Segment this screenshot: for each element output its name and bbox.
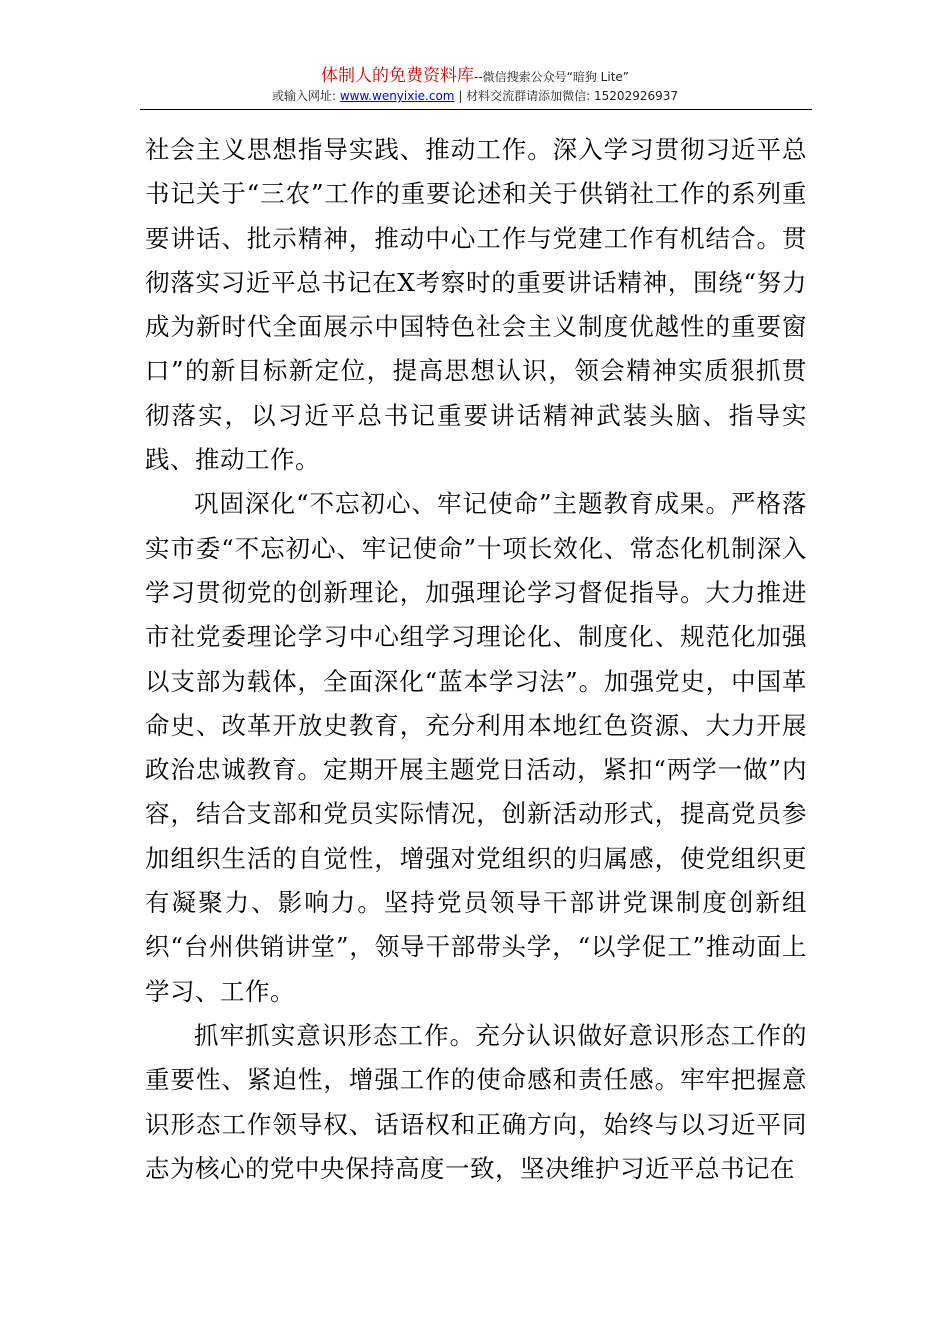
header-title-line (0, 66, 950, 87)
header-divider (140, 109, 812, 110)
header-contact: 材料交流群请添加微信: 15202926937 (466, 89, 679, 103)
site-url-link[interactable]: www.wenyixie.com (339, 89, 455, 103)
paragraph: 巩固深化“不忘初心、牢记使命”主题教育成果。严格落实市委“不忘初心、牢记使命”十项长效化、常态化机制深入学习贯彻党的创新理论，加强理论学习督促指导。大力推进市社党委理论学习中心组学习理论化、制度化、规范化加强以支部为载体，全面深化“蓝本学习法”。加强党史，中国革命史、改革开放史教育，充分利用本地红色资源、大力开展政治忠诚教育。定期开展主题党日活动，紧扣“两学一做”内容，结合支部和党员实际情况，创新活动形式，提高党员参加组织生活的自觉性，增强对党组织的归属感，使党组织更有凝聚力、影响力。坚持党员领导干部讲党课制度创新组织“台州供销讲堂”，领导干部带头学，“以学促工”推动面上学习、工作。 (145, 489, 807, 1006)
header-separator: | (454, 89, 467, 103)
page-header (0, 66, 950, 105)
document-body (145, 128, 807, 1191)
paragraph-continuation: 社会主义思想指导实践、推动工作。深入学习贯彻习近平总书记关于“三农”工作的重要论述和关于供销社工作的系列重要讲话、批示精神，推动中心工作与党建工作有机结合。贯彻落实习近平总书记在X考察时的重要讲话精神，围绕“努力成为新时代全面展示中国特色社会主义制度优越性的重要窗口”的新目标新定位，提高思想认识，领会精神实质狠抓贯彻落实，以习近平总书记重要讲话精神武装头脑、指导实践、推动工作。 (145, 135, 807, 475)
paragraph: 抓牢抓实意识形态工作。充分认识做好意识形态工作的重要性、紧迫性，增强工作的使命感和责任感。牢牢把握意识形态工作领导权、话语权和正确方向，始终与以习近平同志为核心的党中央保持高度一致，坚决维护习近平总书记在 (145, 1020, 807, 1183)
url-prefix: 或输入网址: (271, 89, 340, 103)
header-contact-line (0, 87, 950, 105)
header-tagline: --微信搜索公众号“暗狗 Lite” (473, 70, 630, 84)
site-name: 体制人的免费资料库 (320, 66, 474, 86)
